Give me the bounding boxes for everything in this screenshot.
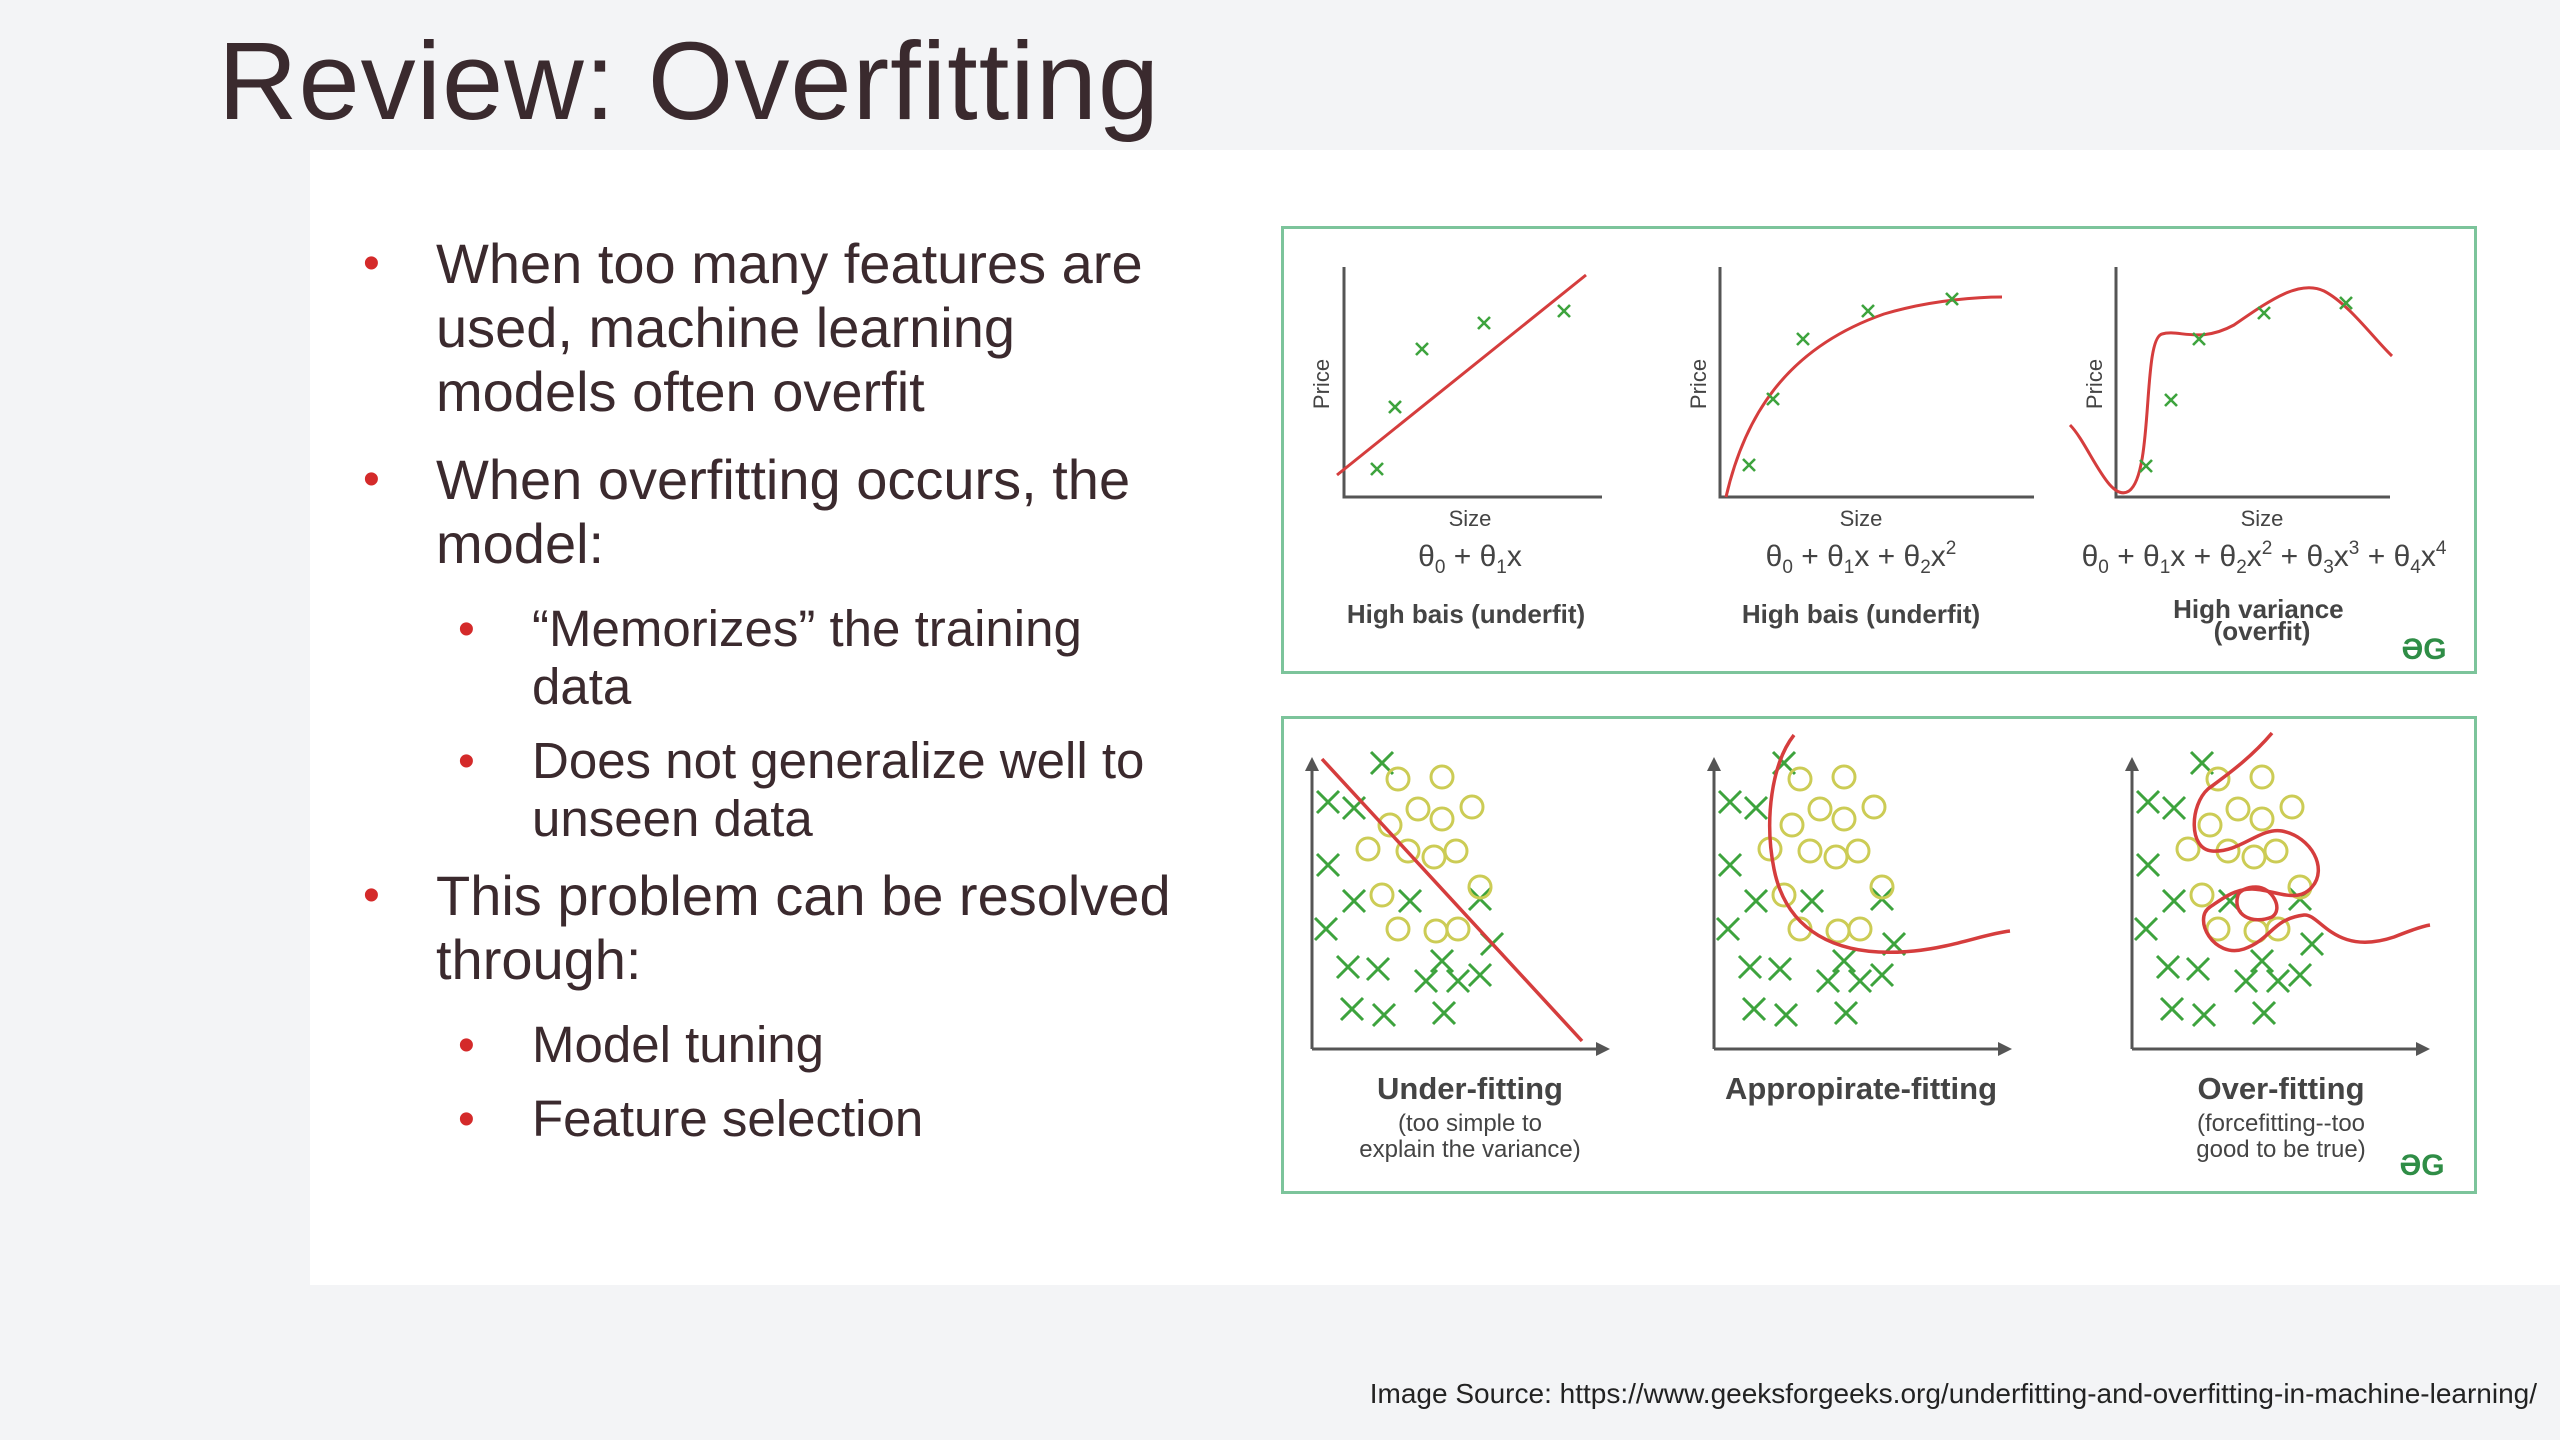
bullet-text: When overfitting occurs, the model: (436, 448, 1131, 575)
data-point-cross (1558, 305, 1570, 317)
plot-title: Under-fitting (1377, 1071, 1563, 1106)
decision-island (2237, 887, 2277, 920)
appropriate-fitting-plot (1707, 735, 2012, 1056)
image-source-credit: Image Source: https://www.geeksforgeeks.org/underfitting-and-overfitting-in-machine-learning/ (1369, 1378, 2537, 1409)
bullet-dot-icon: • (458, 603, 475, 656)
bullet-dot-icon: • (363, 869, 380, 922)
data-point-cross (1416, 343, 1428, 355)
svg-text:θ0 + θ1x + θ2x2: $\theta_0 + \theta_1x + \theta_2x^2$ (1765, 538, 1957, 578)
bullet-item (360, 864, 1190, 992)
bias-variance-figure (1281, 226, 2477, 674)
overfit-polynomial-plot (2070, 267, 2447, 646)
model-formula (2082, 538, 2447, 578)
data-point-cross (1743, 459, 1755, 471)
plot-title: Over-fitting (2197, 1071, 2365, 1106)
data-point-cross (1371, 463, 1383, 475)
bullet-dot-icon: • (458, 1019, 475, 1072)
plot-subtitle: (too simple to (1397, 1110, 1543, 1137)
sub-bullet-item (360, 732, 1190, 848)
x-axis-label: Size (1839, 506, 1883, 531)
gfg-logo-icon: ƏG (2399, 1149, 2445, 1182)
data-points (1315, 752, 1503, 1026)
bullet-text: “Memorizes” the training data (532, 600, 1082, 715)
svg-text:θ0 + θ1x + θ2x2 + θ3x3 + θ4x4: $\theta_0 + \theta_1x + \theta_2x^2 + \theta_3x^3 + \theta_4x^4$ (2081, 538, 2447, 578)
model-formula (1766, 538, 1957, 578)
bullet-dot-icon: • (363, 453, 380, 506)
over-fitting-plot (2125, 733, 2430, 1056)
bullet-text: Does not generalize well to unseen data (532, 732, 1145, 847)
data-point-cross (1389, 401, 1401, 413)
y-axis-label: Price (1686, 358, 1711, 410)
caption-line: (overfit) (2213, 616, 2311, 646)
svg-text:θ0 + θ1x: $\theta_0 + \theta_1x$ (1418, 540, 1522, 578)
bullet-text: Model tuning (532, 1016, 825, 1073)
model-formula (1418, 540, 1522, 578)
bullet-text: Feature selection (532, 1090, 924, 1147)
bullet-list (360, 232, 1190, 1164)
y-axis-label: Price (2082, 358, 2107, 410)
bullet-item (360, 232, 1190, 424)
gfg-logo-icon: ƏG (2401, 633, 2447, 666)
bullet-item (360, 448, 1190, 576)
sub-bullet-item (360, 1016, 1190, 1074)
slide-title: Review: Overfitting (218, 20, 1161, 143)
bullet-dot-icon: • (458, 1093, 475, 1146)
x-axis-label: Size (2240, 506, 2284, 531)
data-point-cross (1862, 305, 1874, 317)
plot-caption (2173, 594, 2351, 646)
plot-caption: High bais (underfit) (1346, 599, 1586, 629)
bullet-text: When too many features are used, machine learning models often overfit (436, 232, 1143, 423)
y-axis-label: Price (1309, 358, 1334, 410)
bullet-text: This problem can be resolved through: (436, 864, 1171, 991)
x-axis-label: Size (1448, 506, 1492, 531)
bullet-dot-icon: • (458, 735, 475, 788)
data-points (1717, 752, 1905, 1026)
data-point-cross (2258, 307, 2270, 319)
data-point-cross (1797, 333, 1809, 345)
data-point-cross (1478, 317, 1490, 329)
underfit-linear-plot (1309, 267, 1602, 629)
classification-fitting-figure (1281, 716, 2477, 1194)
plot-caption: High bais (underfit) (1741, 599, 1981, 629)
sub-bullet-item (360, 600, 1190, 716)
plot-title: Appropirate-fitting (1724, 1071, 1998, 1106)
quadratic-fit-plot (1686, 267, 2034, 629)
decision-boundary (2194, 733, 2430, 951)
sub-bullet-item (360, 1090, 1190, 1148)
plot-subtitle: good to be true) (2196, 1136, 2366, 1163)
under-fitting-plot (1305, 752, 1610, 1056)
data-points (2135, 752, 2323, 1026)
plot-subtitle: explain the variance) (1359, 1136, 1581, 1163)
caption-line: High variance (2173, 594, 2344, 624)
bullet-dot-icon: • (363, 237, 380, 290)
data-point-cross (2165, 394, 2177, 406)
plot-subtitle: (forcefitting--too (2196, 1110, 2366, 1137)
